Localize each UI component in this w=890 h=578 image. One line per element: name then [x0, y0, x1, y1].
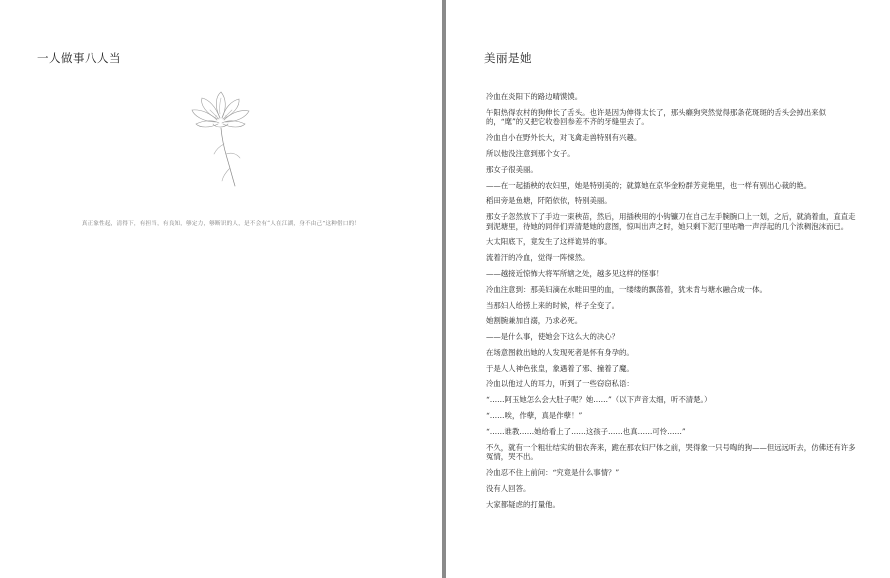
paragraph: ——是什么事，使她会下这么大的决心？	[486, 332, 620, 342]
paragraph: 流着汗的冷血，觉得一阵悚然。	[486, 253, 590, 263]
paragraph: 午阳热得农村的狗伸长了舌头。也许是因为伸得太长了，那头癞狗突然觉得那条花斑斑的舌头会掉出来似的，“麾”的又把它收卷回参差不齐的牙缝里去了。	[486, 107, 826, 127]
paragraph: 所以他没注意到那个女子。	[486, 148, 575, 158]
paragraph: 冷血忍不住上前问：“究竟是什么事情？”	[486, 467, 620, 477]
paragraph: 那女子很美丽。	[486, 164, 538, 174]
paragraph: 于是人人神色张皇，象遇着了邪、撞着了魔。	[486, 363, 634, 373]
right-page	[446, 0, 890, 578]
paragraph: 冷血自小在野外长大，对飞禽走兽特别有兴趣。	[486, 133, 642, 143]
chapter-title: 一人做事八人当	[37, 51, 121, 65]
paragraph: 不久，就有一个粗壮结实的佃农奔来，跪在那农妇尸体之前，哭得象一只号啕的狗——但远远听去，仿佛还有许多冤情，哭不出。	[486, 442, 856, 462]
paragraph: ——在一起插秧的农妇里，她是特别美的；就算她在京华金粉群芳竞艳里，也一样有别出心裁的艳。	[486, 180, 812, 190]
paragraph: 当那妇人给捞上来的时候，样子全变了。	[486, 300, 620, 310]
lotus-illustration	[180, 88, 260, 198]
paragraph: 在场意图救出她的人发现死者是怀有身孕的。	[486, 347, 634, 357]
paragraph: 那女子忽然放下了手边一束秧苗，然后，用插秧用的小钩镰刀在自己左手腕腕口上一划，之后，就淌着血，直直走到泥塘里，待她的同伴们弄清楚她的意图，惊叫出声之时，她只剩下泥汀里咕噜一声浮起的几个浓稠泡沫而已。	[486, 212, 856, 231]
paragraph: 她割腕兼加自溺，乃求必死。	[486, 316, 583, 326]
paragraph: “……唉，作孽，真是作孽！”	[486, 411, 583, 421]
paragraph: 稻田旁是鱼塘，阡陌依依，特别美丽。	[486, 196, 612, 206]
paragraph: 大家都疑虑的打量他。	[486, 499, 560, 509]
epigraph: 真正象性起，清得下，有担当，有良知，够定力，够断识的人，是不会有“人在江湖，身不由己”这种借口的！	[81, 221, 361, 227]
left-page	[0, 0, 442, 578]
paragraph: 冷血以他过人的耳力，听到了一些窃窃私语：	[486, 379, 634, 389]
paragraph: 冷血在炎阳下的路边晴馍馍。	[486, 92, 583, 101]
paragraph: “……谁教……她给看上了……这孩子……也真……可怜……”	[486, 426, 686, 436]
paragraph: 没有人回答。	[486, 483, 531, 493]
paragraph: 大太阳底下，竟发生了这样诡异的事。	[486, 237, 612, 247]
paragraph: ——越接近惊怖大将军所辖之处，越多见这样的怪事！	[486, 269, 664, 278]
paragraph: 冷血注意到：那美妇滴在水畦田里的血，一缕缕的飘荡着，犹未肯与塘水融合成一体。	[486, 284, 767, 294]
chapter-body	[486, 92, 858, 515]
chapter-title: 美丽是她	[484, 51, 532, 65]
paragraph: “……阿玉她怎么会大肚子呢？她……”（以下声音太细，听不清楚。）	[486, 395, 712, 405]
